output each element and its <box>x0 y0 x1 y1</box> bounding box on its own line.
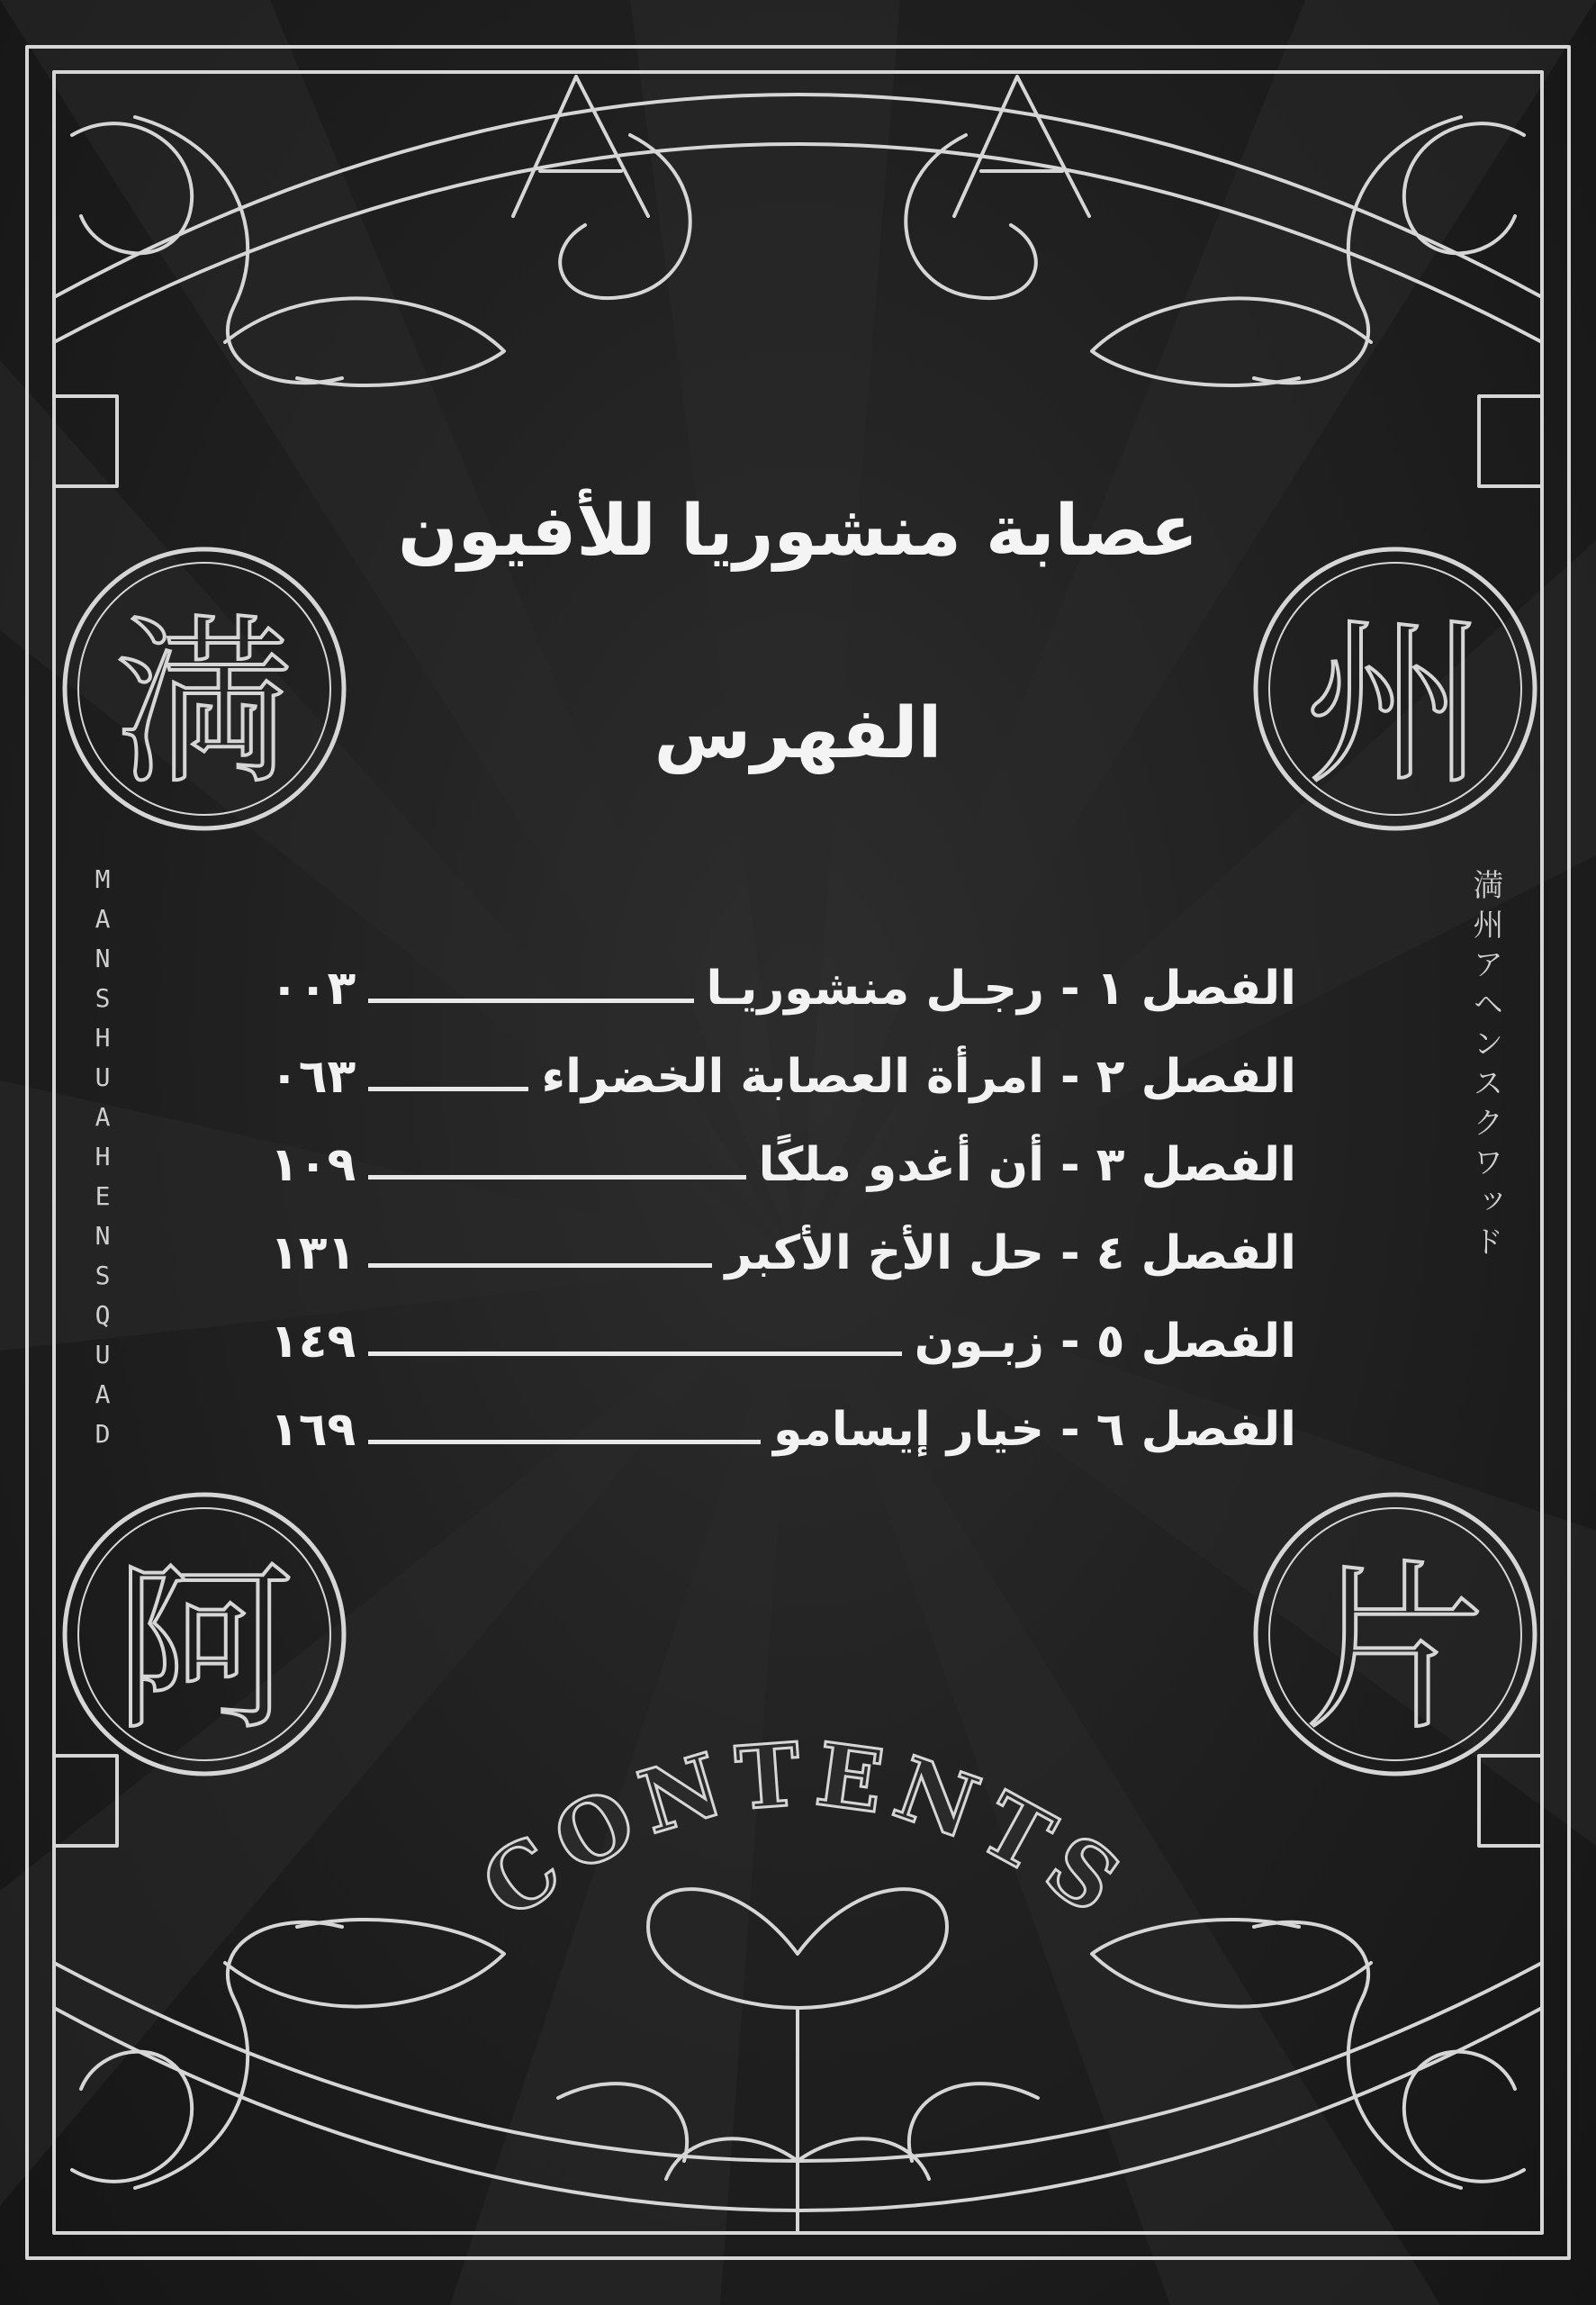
chapter-label: الفصل ١ - رجـل منشوريـا <box>706 962 1296 1016</box>
contents-word: CONTENTS <box>463 1722 1147 1940</box>
chapter-label: الفصل ٣ - أن أغدو ملكًا <box>758 1138 1296 1192</box>
chapter-label: الفصل ٤ - حل الأخ الأكبر <box>725 1226 1296 1280</box>
seal-glyph: 片 <box>1304 1544 1485 1755</box>
side-text-right: 満州アヘンスクワッド <box>1467 869 1503 1265</box>
svg-text:CONTENTS <box>464 1722 1147 1939</box>
chapter-page: ١٠٩ <box>270 1138 356 1192</box>
seal-glyph: 阿 <box>113 1544 294 1755</box>
chapter-page: ١٣١ <box>270 1226 356 1280</box>
book-title: عصابة منشوريا للأفيون <box>397 491 1199 572</box>
chapter-page: ١٤٩ <box>270 1315 356 1369</box>
chapter-page: ٠٠٣ <box>270 962 356 1016</box>
chapter-page: ٠٦٣ <box>270 1050 356 1104</box>
chapter-page: ١٦٩ <box>270 1403 356 1457</box>
side-text-left: MANSHU AHENSQUAD <box>95 864 113 1449</box>
seal-glyph: 州 <box>1304 599 1485 809</box>
seal-glyph: 満 <box>113 599 294 809</box>
chapter-label: الفصل ٢ - امرأة العصابة الخضراء <box>541 1050 1296 1104</box>
toc-heading: الفهرس <box>654 693 942 774</box>
chapter-label: الفصل ٥ - زبـون <box>914 1315 1296 1369</box>
chapter-label: الفصل ٦ - خيار إيسامو <box>773 1403 1296 1457</box>
